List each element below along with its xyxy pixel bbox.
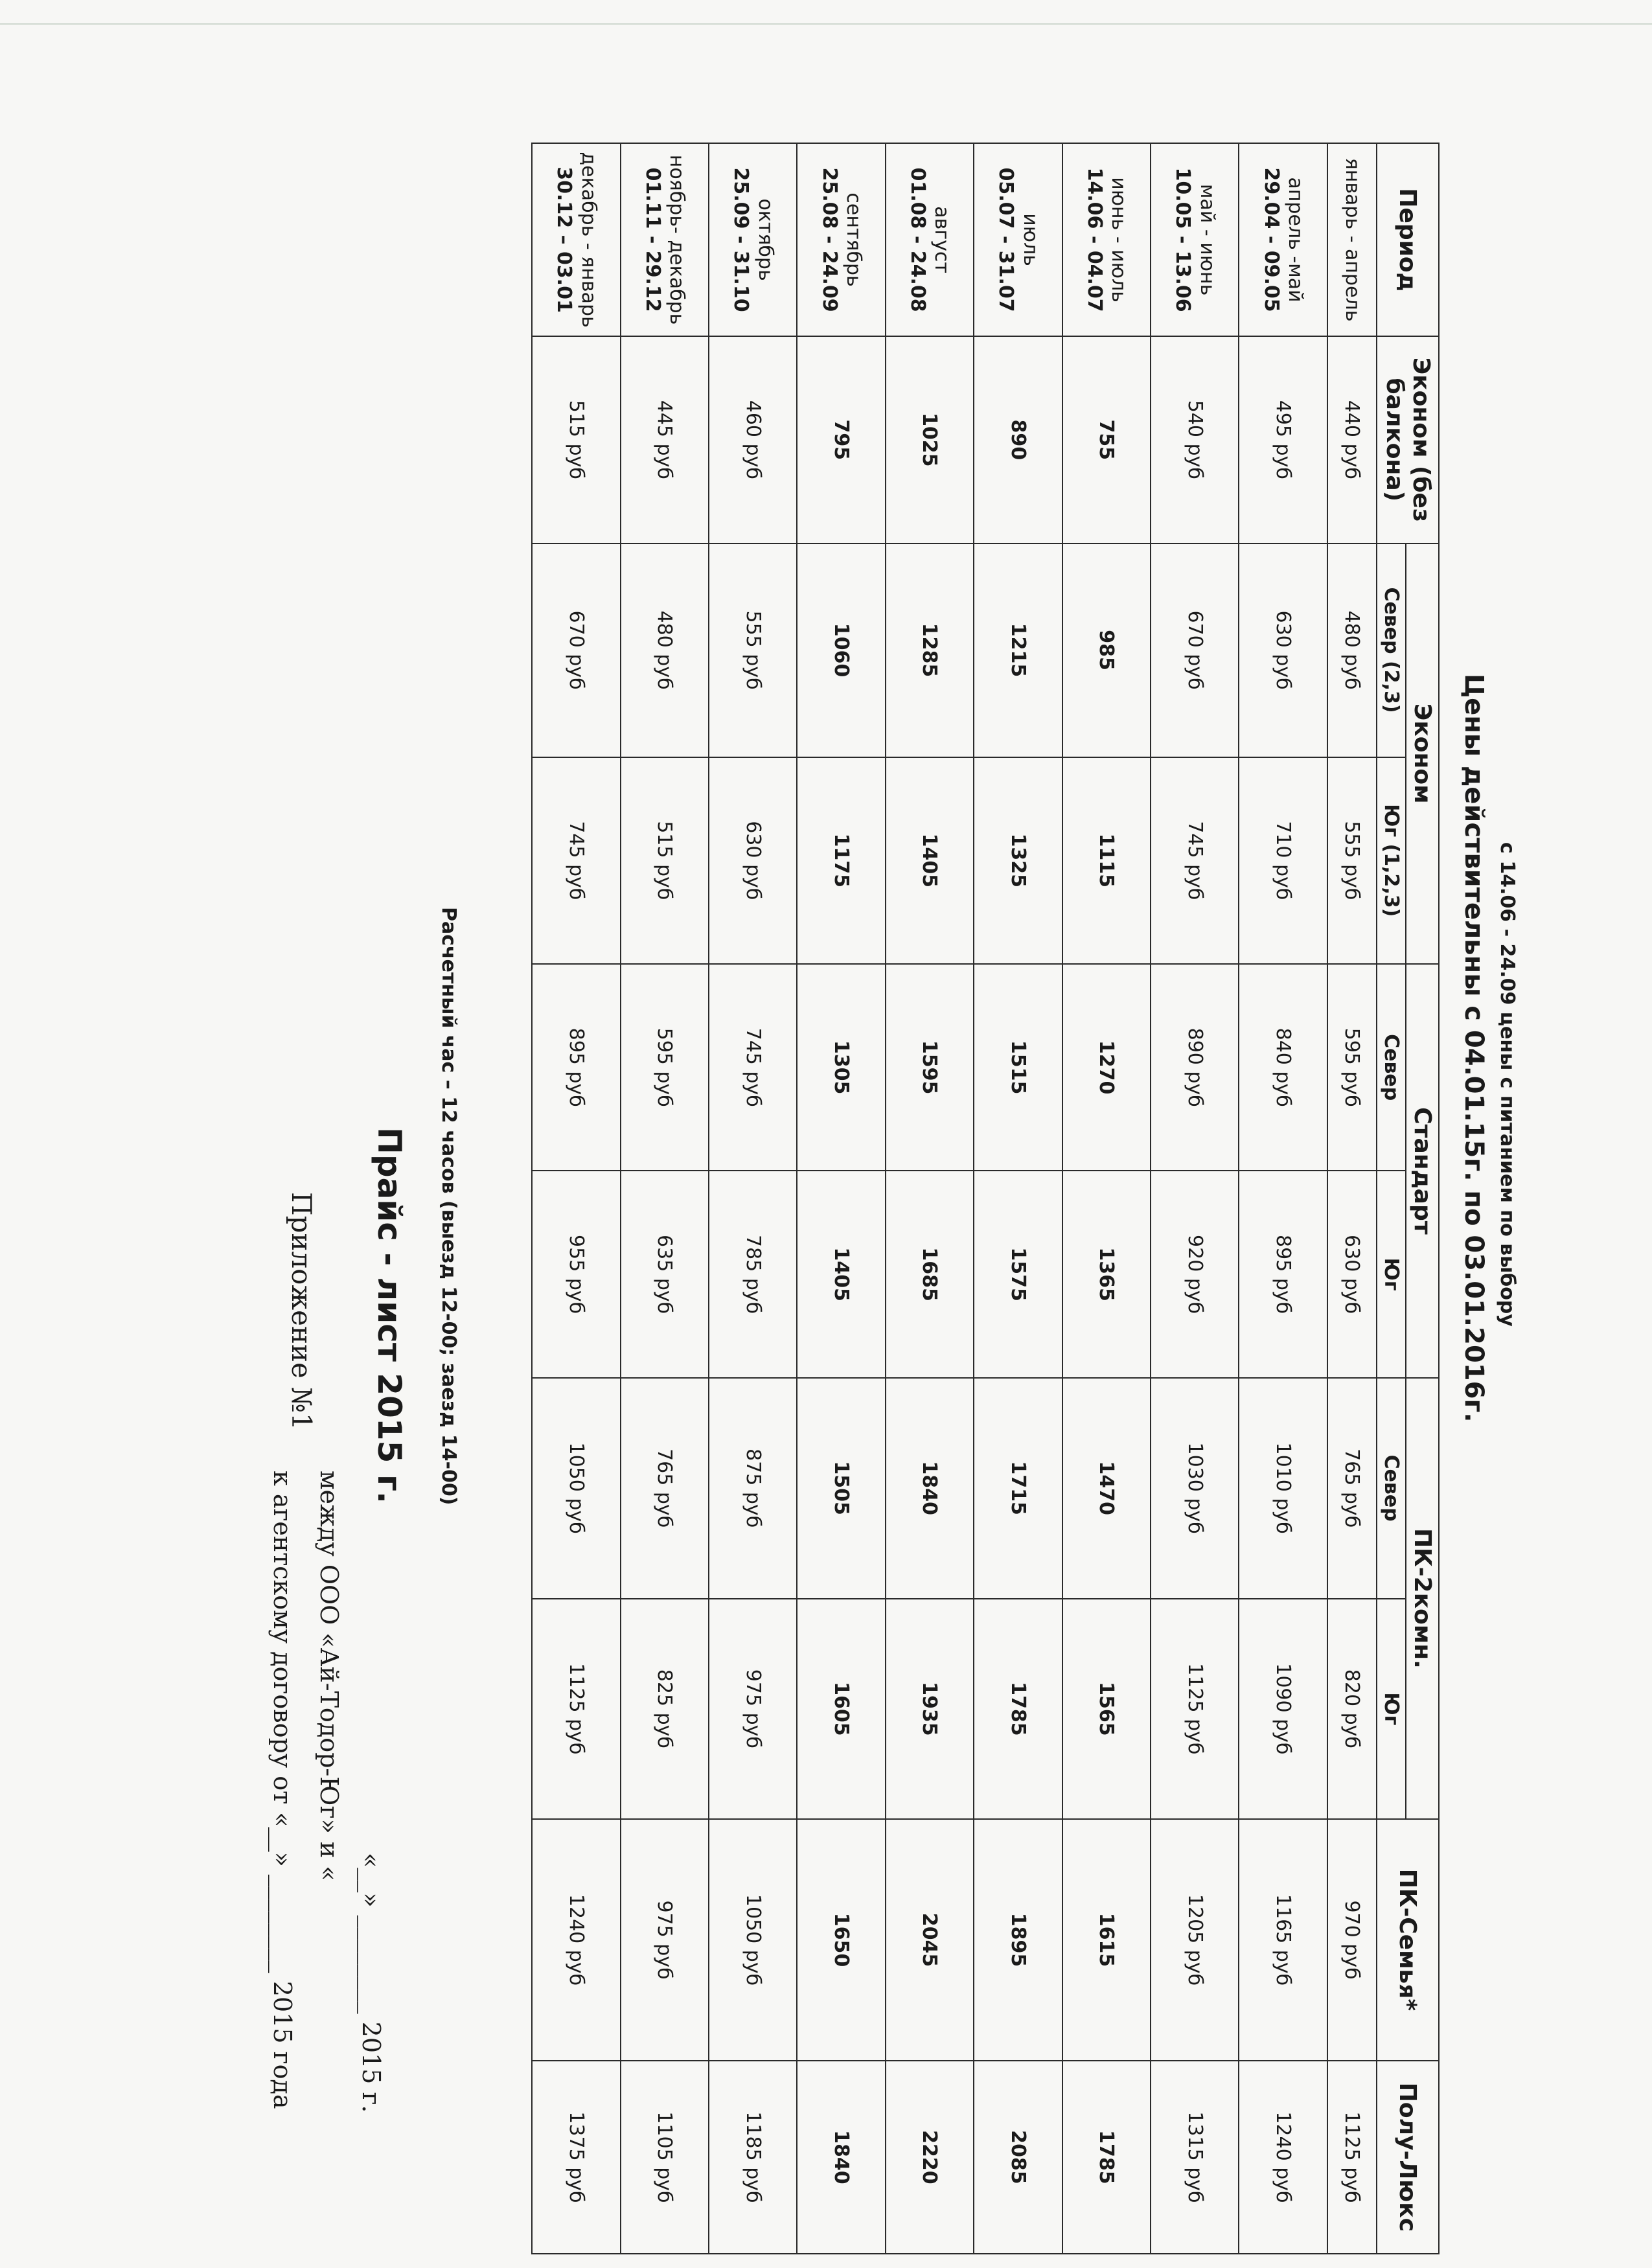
price-cell: 1595 [886,964,974,1171]
price-cell: 440 руб [1327,336,1377,543]
period-dates: 30.12 – 03.01 [553,166,576,313]
table-row [532,143,621,2254]
period-name: май - июнь [1195,183,1219,296]
price-cell: 785 руб [709,1171,797,1377]
price-cell: 1405 [797,1171,885,1377]
price-cell: 895 руб [1239,1171,1327,1377]
price-cell: 1185 руб [709,2061,797,2254]
header-pk-family: ПК-Семья* [1377,1819,1439,2061]
price-cell: 890 руб [1151,964,1239,1171]
price-cell: 1375 руб [532,2061,621,2254]
price-cell: 895 руб [532,964,621,1171]
table-row [886,143,974,2254]
price-table [531,143,1440,2254]
price-cell: 1365 [1062,1171,1151,1377]
price-cell: 710 руб [1239,757,1327,964]
price-cell: 1030 руб [1151,1378,1239,1599]
period-name: ноябрь- декабрь [665,154,689,325]
price-cell: 1270 [1062,964,1151,1171]
table-row [621,143,709,2254]
price-cell: 540 руб [1151,336,1239,543]
table-row [797,143,885,2254]
price-cell: 1240 руб [1239,2061,1327,2254]
price-cell: 595 руб [621,964,709,1171]
price-cell: 955 руб [532,1171,621,1377]
period-name: октябрь [753,198,777,281]
price-cell: 1405 [886,757,974,964]
period-dates: 05.07 - 31.07 [994,167,1018,312]
price-cell: 1010 руб [1239,1378,1327,1599]
price-cell: 840 руб [1239,964,1327,1171]
period-dates: 29.04 - 09.05 [1259,167,1283,312]
price-cell: 595 руб [1327,964,1377,1171]
price-cell: 1285 [886,544,974,757]
price-cell: 745 руб [709,964,797,1171]
price-cell: 1175 [797,757,885,964]
price-cell: 1685 [886,1171,974,1377]
price-cell: 1785 [974,1599,1062,1820]
price-cell: 630 руб [1239,544,1327,757]
price-cell: 970 руб [1327,1819,1377,2061]
price-cell: 890 [974,336,1062,543]
price-cell: 825 руб [621,1599,709,1820]
price-cell: 875 руб [709,1378,797,1599]
period-name: сентябрь [842,192,866,287]
period-name: декабрь - январь [577,152,600,328]
price-cell: 480 руб [1327,544,1377,757]
period-cell [621,143,709,336]
price-cell: 1605 [797,1599,885,1820]
appendix-label: Приложение №1 [286,1192,317,1430]
price-cell: 1840 [886,1378,974,1599]
price-cell: 1165 руб [1239,1819,1327,2061]
period-dates: 25.08 - 24.09 [818,167,841,312]
price-cell: 1840 [797,2061,885,2254]
price-cell: 670 руб [532,544,621,757]
period-name: июль [1018,213,1042,266]
price-cell: 1325 [974,757,1062,964]
subheader-econom-south: Юг (1,2,3) [1377,757,1406,964]
price-cell: 460 руб [709,336,797,543]
period-dates: 01.08 - 24.08 [906,167,929,312]
header-period: Период [1377,143,1439,336]
price-cell: 745 руб [1151,757,1239,964]
price-cell: 765 руб [1327,1378,1377,1599]
validity-note: Цены действительны с 04.01.15г. по 03.01.2016г. [1459,674,1489,1423]
price-cell: 765 руб [621,1378,709,1599]
price-cell: 515 руб [621,757,709,964]
price-cell: 515 руб [532,336,621,543]
period-dates: 01.11 - 29.12 [641,167,664,312]
table-row [1062,143,1151,2254]
period-cell [1239,143,1327,336]
subheader-standard-south: Юг [1377,1171,1406,1377]
period-name: апрель -май [1284,177,1307,303]
period-cell [709,143,797,336]
page-title: Прайс - лист 2015 г. [371,1127,408,1504]
period-dates: 25.09 - 31.10 [729,167,753,312]
price-cell: 1615 [1062,1819,1151,2061]
price-cell: 635 руб [621,1171,709,1377]
price-cell: 1575 [974,1171,1062,1377]
header-pk2: ПК-2комн. [1406,1378,1439,1819]
price-cell: 820 руб [1327,1599,1377,1820]
subheader-standard-north: Север [1377,964,1406,1171]
price-cell: 1315 руб [1151,2061,1239,2254]
price-cell: 2085 [974,2061,1062,2254]
agreement-line-1: к агентскому договору от «__» ________ 2015 года [268,1471,297,2109]
agreement-line-3: «__» ________ 2015 г. [357,1853,385,2113]
price-cell: 755 [1062,336,1151,543]
period-dates: 10.05 - 13.06 [1171,167,1195,312]
price-cell: 555 руб [1327,757,1377,964]
price-cell: 1470 [1062,1378,1151,1599]
price-cell: 2220 [886,2061,974,2254]
price-cell: 1935 [886,1599,974,1820]
price-cell: 1505 [797,1378,885,1599]
price-cell: 1240 руб [532,1819,621,2061]
table-row [1239,143,1327,2254]
period-name: январь - апрель [1340,157,1364,322]
price-cell: 1060 [797,544,885,757]
price-cell: 1125 руб [532,1599,621,1820]
header-semi-lux: Полу-Люкс [1377,2061,1439,2254]
price-cell: 1785 [1062,2061,1151,2254]
period-dates: 14.06 - 04.07 [1083,167,1106,312]
price-cell: 1565 [1062,1599,1151,1820]
price-cell: 1715 [974,1378,1062,1599]
agreement-line-2: между ООО «Ай-Тодор-Юг» и « [315,1471,343,1881]
price-cell: 1025 [886,336,974,543]
subheader-pk2-north: Север [1377,1378,1406,1599]
period-cell [797,143,885,336]
price-cell: 795 [797,336,885,543]
price-cell: 1895 [974,1819,1062,2061]
price-cell: 985 [1062,544,1151,757]
price-cell: 975 руб [621,1819,709,2061]
meal-note: с 14.06 - 24.09 цены с питанием по выбору [1496,842,1519,1327]
price-cell: 1090 руб [1239,1599,1327,1820]
price-cell: 1125 руб [1327,2061,1377,2254]
table-row [709,143,797,2254]
price-cell: 1305 [797,964,885,1171]
price-cell: 920 руб [1151,1171,1239,1377]
price-cell: 630 руб [1327,1171,1377,1377]
header-econom-no-balcony: Эконом (без балкона) [1377,336,1439,543]
checkout-time-note: Расчетный час – 12 часов (выезд 12-00; заезд 14-00) [437,907,460,1506]
price-cell: 1125 руб [1151,1599,1239,1820]
price-cell: 480 руб [621,544,709,757]
header-standard: Стандарт [1406,964,1439,1378]
period-cell [974,143,1062,336]
header-econom: Эконом [1406,544,1439,964]
period-cell [1062,143,1151,336]
period-name: август [930,206,954,273]
price-cell: 2045 [886,1819,974,2061]
period-cell [886,143,974,336]
price-cell: 670 руб [1151,544,1239,757]
price-cell: 445 руб [621,336,709,543]
price-cell: 1115 [1062,757,1151,964]
price-cell: 1515 [974,964,1062,1171]
period-name: июнь - июль [1107,177,1130,303]
table-row [1151,143,1239,2254]
subheader-econom-north: Север (2,3) [1377,544,1406,757]
period-cell [1151,143,1239,336]
period-cell [532,143,621,336]
price-cell: 1050 руб [709,1819,797,2061]
price-cell: 1205 руб [1151,1819,1239,2061]
price-cell: 975 руб [709,1599,797,1820]
period-cell [1327,143,1377,336]
price-cell: 630 руб [709,757,797,964]
table-row [1327,143,1377,2254]
subheader-pk2-south: Юг [1377,1599,1406,1820]
price-cell: 1105 руб [621,2061,709,2254]
table-row [974,143,1062,2254]
price-cell: 1215 [974,544,1062,757]
price-cell: 495 руб [1239,336,1327,543]
price-cell: 1650 [797,1819,885,2061]
price-cell: 555 руб [709,544,797,757]
price-cell: 1050 руб [532,1378,621,1599]
price-cell: 745 руб [532,757,621,964]
